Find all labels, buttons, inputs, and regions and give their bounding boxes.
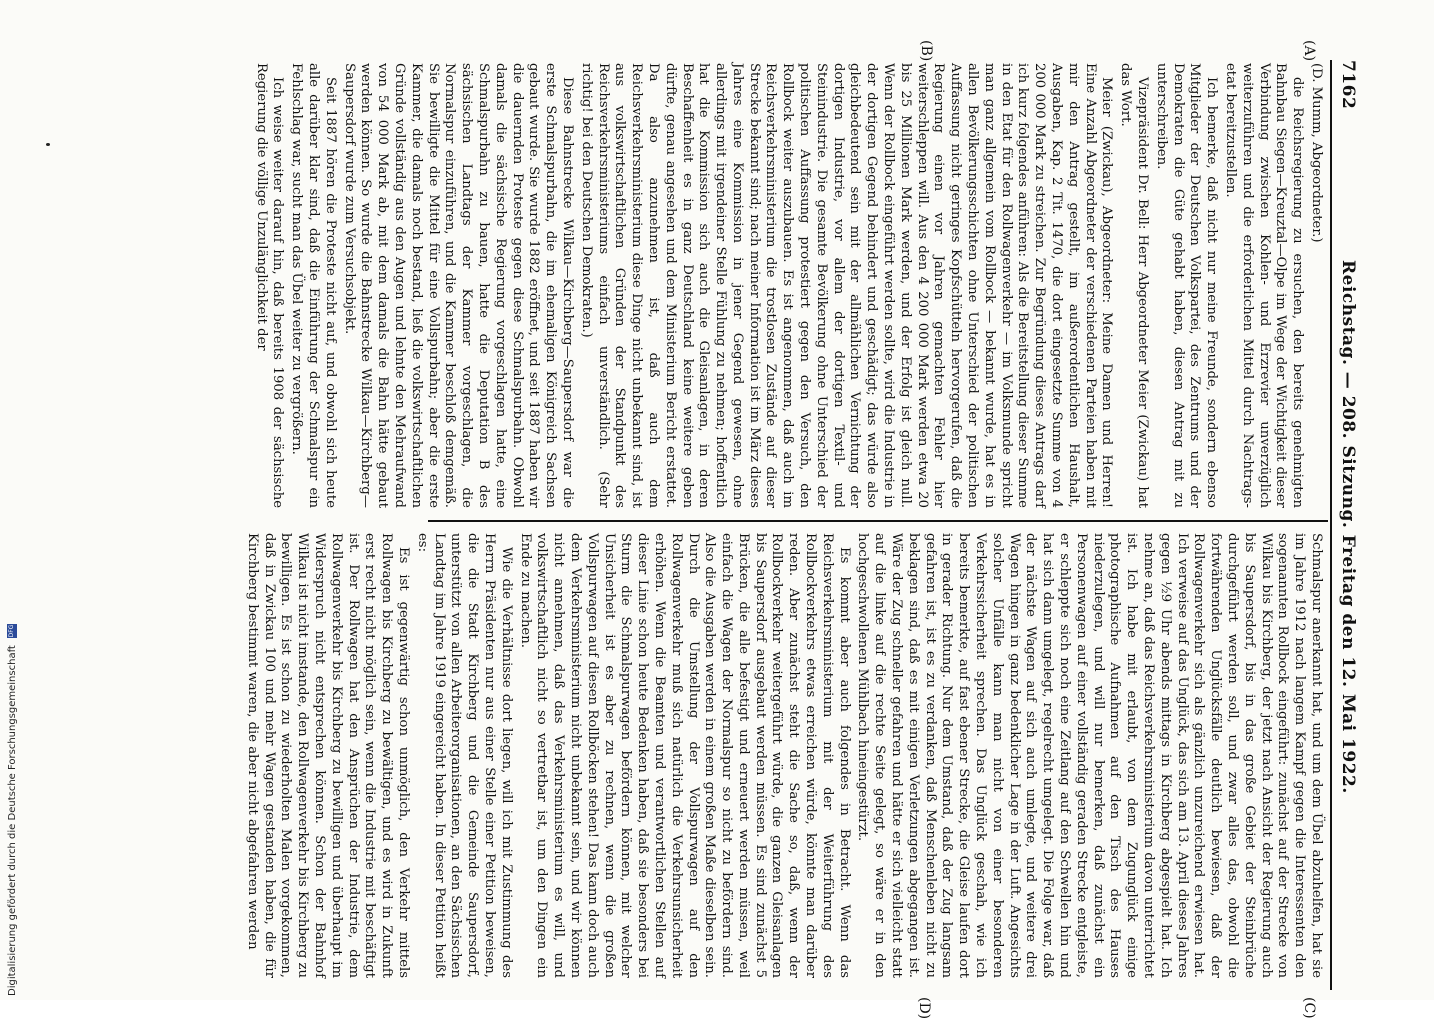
column-divider: [428, 520, 1328, 522]
paragraph: Schmalspur anerkannt hat, und um dem Übel abzuhelfen, hat sie im Jahre 1912 nach langem Kampf gegen die Interessenten den sogenannten Rollbock eingeführt: zunächst auf der Strecke von Wilkau bis Kirchberg, der jetzt nach Ansicht der Regierung auch bis Saupersdorf, bis in das große Gebiet der Steinbrüche durchgeführt werden soll, und zwar alles das, obwohl die fortwährenden Unglücksfälle deutlich bewiesen, daß der Rollwagenverkehr sich als gänzlich unzureichend erwiesen hat. Ich verweise auf das Unglück, das sich am 13. April dieses Jahres gegen ½9 Uhr abends mittags in Kirchberg abgespielt hat. Ich nehme an, daß das Reichsverkehrsministerium davon unterrichtet ist. Ich habe mit erlaubt, von dem Zugunglück einige photographische Aufnahmen auf den Tisch des Hauses niederzulegen, und will nur bemerken, daß zunächst ein Personenwagen auf einer vollständig geraden Strecke entgleiste, er schleppte sich noch eine Zeitlang auf den Schwellen hin und hat sich dann umgelegt, regelrecht umgelegt. Die Folge war, daß der nächste Wagen auf sich auch umlegte, und weitere drei Wagen hingen in ganz bedenklicher Lage in der Luft. Angesichts solcher Unfälle kann man nicht von einer besonderen Verkehrssicherheit sprechen. Das Unglück geschah, wie ich bereits bemerkte, auf fast ebener Strecke, die Gleise laufen dort in gerader Richtung. Nur dem Umstand, daß der Zug langsam gefahren ist, ist es zu verdanken, daß Menschenleben nicht zu beklagen sind, daß es mit einigen Verletzungen abgegangen ist. Wäre der Zug schneller gefahren und hätte er sich vielleicht statt auf die linke auf die rechte Seite gelegt, so wäre er in den hochgeschwollenen Mühlbach hineingestürzt.: [855, 533, 1324, 978]
paragraph: Ich bemerke, daß nicht nur meine Freunde, sondern ebenso Mitglieder der Deutschen Volkspartei, des Zentrums und der Demokraten die Güte gehabt haben, diesen Antrag mit zu unterschreiben.: [1153, 63, 1220, 508]
margin-letter-c: (C): [1301, 997, 1317, 1019]
rotated-page-content: [62, 25, 1362, 1025]
margin-letter-d: (D): [916, 997, 932, 1020]
digitization-credit: [6, 602, 20, 996]
right-column: [244, 533, 1324, 978]
paragraph: Vizepräsident Dr. Bell: Herr Abgeordneter Meier (Zwickau) hat das Wort.: [1118, 63, 1151, 508]
header-rule: [1330, 60, 1332, 990]
header-title: Reichstag. — 208. Sitzung. Freitag den 12. Mai 1922.: [1338, 260, 1358, 794]
paragraph: Wie die Verhältnisse dort liegen, will ich mit Zustimmung des Herrn Präsidenten nur aus einer Stelle einer Petition beweisen, die die Stadt Kirchberg und die Gemeinde Saupersdorf, unterstützt von allen Arbeiterorganisationen, an den Sächsischen Landtag im Jahre 1919 eingereicht haben. In dieser Petition heißt es:: [414, 533, 514, 978]
left-column: [253, 63, 1324, 508]
speaker-reference: (D. Mumm, Abgeordneter.): [1309, 63, 1324, 243]
margin-letter-a: (A): [1301, 40, 1317, 62]
quotation: Es ist gegenwärtig schon unmöglich, den Verkehr mittels Rollwagen bis Kirchberg zu bewältigen, und es wird in Zukunft erst recht nicht möglich sein, wenn die Industrie mit beschäftigt ist. Der Rollwagen hat den Ansprüchen der Industrie, dem Rollwagenverkehr bis Kirchberg zu bewilligen und überhaupt im Widerspruch nicht entsprechen können. Schon der Bahnhof Wilkau ist nicht imstande, den Rollwagenverkehr bis Kirchberg zu bewilligen. Es ist schon zu wiederholten Malen vorgekommen, daß in Zwickau 100 und mehr Wagen gestanden haben, die für Kirchberg bestimmt waren, die aber nicht abgefahren werden: [244, 533, 411, 978]
running-header: [1332, 60, 1362, 990]
paragraph: Diese Bahnstrecke Wilkau—Kirchberg—Saupersdorf war die erste Schmalspurbahn, die im ehemaligen Königreich Sachsen gebaut wurde. Sie wurde 1882 eröffnet, und seit 1887 haben wir die dauernden Proteste gegen diese Schmalspurbahn. Obwohl damals die sächsische Regierung vorgeschlagen hatte, eine Schmalspurbahn zu bauen, hatte die Deputation B des sächsischen Landtags der Kammer vorgeschlagen, die Normalspur einzuführen, und die Kammer beschloß demgemäß. Sie bewilligte die Mittel für eine Vollspurbahn; aber die erste Kammer, die damals noch bestand, ließ die volkswirtschaftlichen Gründe vollständig aus den Augen und lehnte den Mehraufwand von 54 000 Mark ab, mit dem damals die Bahn hätte gebaut werden können. So wurde die Bahnstrecke Wilkau—Kirchberg—Saupersdorf wurde zum Versuchsobjekt.: [341, 63, 575, 508]
page-number: 7162: [1338, 60, 1358, 110]
margin-letter-b: (B): [918, 40, 934, 62]
paragraph: Meier (Zwickau), Abgeordneter: Meine Damen und Herren! Eine Anzahl Abgeordneter der verschiedenen Parteien haben mit mir den Antrag gestellt, im außerordentlichen Haushalt, Ausgaben, Kap. 2 Tit. 1470, die dort eingesetzte Summe von 4 200 000 Mark zu streichen. Zur Begründung dieses Antrags darf ich kurz folgendes anführen: Als die Bereitstellung dieser Summe in den Etat für den Rollwagenverkehr — im Volksmunde spricht man ganz allgemein vom Rollbock — bekannt wurde, hat es in allen Bevölkerungsschichten ohne Unterschied der politischen Auffassung nicht geringes Kopfschütteln hervorgerufen, daß die Regierung einen vor Jahren gemachten Fehler hier weiterschleppen will. Aus den 4 200 000 Mark werden etwa 20 bis 25 Millionen Mark werden, und der Erfolg ist gleich null. Wenn der Rollbock eingeführt werden sollte, wird die Industrie in der dortigen Gegend behindert und geschädigt; das würde also gleichbedeutend sein mit der allmählichen Vernichtung der dortigen Industrie, vor allem der dortigen Textil- und Steinindustrie. Die gesamte Bevölkerung ohne Unterschied der politischen Auffassung protestiert gegen den Versuch, den Rollbock weiter auszubauen. Es ist angenommen, daß auch im Reichsverkehrsministerium die trostlosen Zustände auf dieser Strecke bekannt sind; nach meiner Information ist im März dieses Jahres eine Kommission in jener Gegend gewesen, ohne allerdings mit irgendeiner Stelle Fühlung zu nehmen; hoffentlich hat die Kommission sich auch die Gleisanlagen, in deren Beschaffenheit es in ganz Deutschland keine weitere geben dürfte, genau angesehen und dem Ministerium Bericht erstattet. Da also anzunehmen ist, daß auch dem Reichsverkehrsministerium diese Dinge nicht unbekannt sind, ist aus volkswirtschaftlichen Gründen der Standpunkt des Reichsverkehrsministeriums einfach unverständlich. (Sehr richtig! bei den Deutschen Demokraten.): [578, 63, 1115, 508]
paragraph: die Reichsregierung zu ersuchen, den bereits genehmigten Bahnbau Siegen—Kreuztal—Olpe im Wege der Wichtigkeit dieser Verbindung zwischen Kohlen- und Erzrevier unverzüglich weiterzuführen und die erforderlichen Mittel durch Nachtrags-etat bereitzustellen.: [1223, 63, 1306, 508]
dfg-logo: DFG: [8, 624, 15, 638]
paragraph: Es kommt aber auch folgendes in Betracht. Wenn das Reichsverkehrsministerium mit der Weiterführung des Rollbockverkehrs etwas erreichen würde, könnte man darüber reden. Aber zunächst steht die Sache so, daß, wenn der Rollbockverkehr weitergeführt würde, die ganzen Gleisanlagen bis Saupersdorf ausgebaut werden müssen. Es sind zunächst 5 Brücken, die alle befestigt und erneuert werden müssen, weil einfach die Wagen der Normalspur so nicht zu befördern sind. Also die Ausgaben werden in einem großen Maße dieselben sein. Durch die Umstellung der Vollspurwagen auf den Rollwagenverkehr muß sich natürlich die Verkehrsunsicherheit erhöhen. Wenn die Beamten und verantwortlichen Stellen auf dieser Linie schon heute Bedenken haben, daß sie besonders bei Sturm die Schmalspurwagen befördern können, mit welcher Unsicherheit ist es aber zu rechnen, wenn die großen Vollspurwagen auf diesen Rollböcken stehen! Das kann doch auch dem Verkehrsministerium nicht unbekannt sein, und wir können nicht annehmen, daß das Verkehrsministerium es will, und volkswirtschaftlich nicht so vertretbar ist, um den Dingen ein Ende zu machen.: [517, 533, 852, 978]
paragraph: Seit 1887 hören die Proteste nicht auf, und obwohl sich heute alle darüber klar sind, daß die Einführung der Schmalspur ein Fehlschlag war, sucht man das Übel weiter zu vergrößern.: [289, 63, 338, 508]
credit-text: Digitalisierung gefördert durch die Deutsche Forschungsgemeinschaft: [7, 645, 18, 996]
paragraph: Ich weise weiter darauf hin, daß bereits 1908 der sächsische Regierung die völlige Unzulänglichkeit der: [253, 63, 286, 508]
ink-speck: [46, 143, 50, 146]
